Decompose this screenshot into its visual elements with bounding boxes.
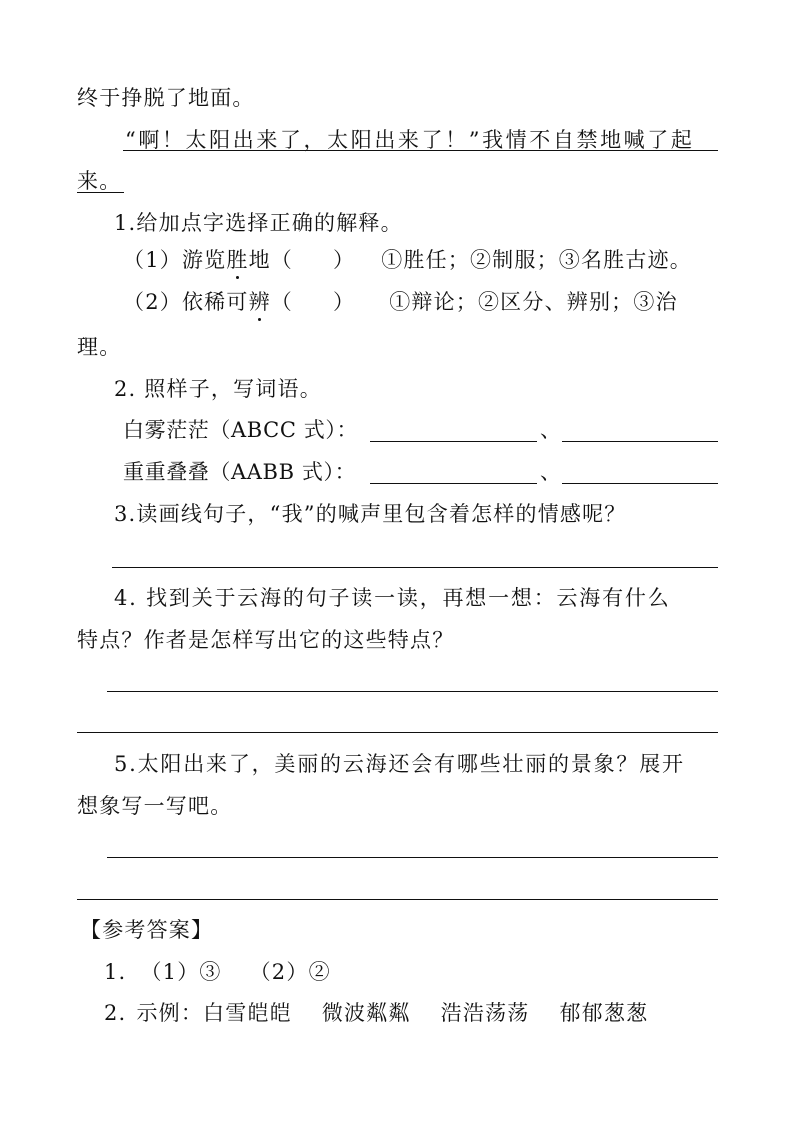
answer-part-2: （2）② bbox=[249, 960, 331, 984]
question-1-prompt: 1.给加点字选择正确的解释。 bbox=[114, 211, 403, 235]
word-prefix: 游览 bbox=[181, 248, 227, 272]
fill-blank-2b[interactable] bbox=[562, 483, 718, 484]
separator: 、 bbox=[540, 460, 563, 484]
choice-options: ①胜任；②制服；③名胜古迹。 bbox=[381, 248, 692, 272]
word-suffix: 地 bbox=[248, 248, 271, 272]
dotted-character: 辨 bbox=[248, 290, 271, 314]
answer-line-q4-1[interactable] bbox=[107, 691, 718, 692]
answer-part-1: （1）③ bbox=[140, 960, 222, 984]
answer-paren-close: ） bbox=[332, 248, 356, 272]
answer-line-q5-1[interactable] bbox=[107, 857, 718, 858]
question-3-prompt: 3.读画线句子，“我”的喊声里包含着怎样的情感呢？ bbox=[114, 502, 627, 526]
answers-heading: 【参考答案】 bbox=[80, 918, 214, 942]
sentence-underline-2 bbox=[77, 192, 124, 193]
underlined-sentence-part-2: 来。 bbox=[77, 169, 122, 193]
fill-blank-2a[interactable] bbox=[370, 483, 537, 484]
answer-number: 2. bbox=[104, 1001, 127, 1025]
fill-blank-1b[interactable] bbox=[562, 441, 718, 442]
sentence-underline-1 bbox=[123, 150, 718, 151]
answer-line-q4-2[interactable] bbox=[77, 732, 718, 733]
underlined-sentence-part-1: “啊！太阳出来了，太阳出来了！”我情不自禁地喊了起 bbox=[125, 128, 695, 152]
question-4-prompt-line-1: 4. 找到关于云海的句子读一读，再想一想：云海有什么 bbox=[114, 586, 671, 610]
separator: 、 bbox=[540, 418, 563, 442]
answer-label: 示例： bbox=[136, 1001, 204, 1025]
answer-paren-open: （ bbox=[270, 248, 293, 272]
choice-options: ①辩论；②区分、辨别；③治 bbox=[389, 290, 678, 314]
answer-1 bbox=[104, 958, 331, 986]
example-word: 微波粼粼 bbox=[321, 1001, 411, 1025]
example-word: 浩浩荡荡 bbox=[440, 1001, 530, 1025]
word-prefix: 依稀可 bbox=[181, 290, 249, 314]
question-5-prompt-line-1: 5.太阳出来了，美丽的云海还会有哪些壮丽的景象？展开 bbox=[114, 752, 685, 776]
example-word: 白雪皑皑 bbox=[203, 1001, 292, 1025]
question-5-prompt-line-2: 想象写一写吧。 bbox=[77, 794, 233, 818]
answer-line-q5-2[interactable] bbox=[77, 899, 718, 900]
answer-paren-close: ） bbox=[332, 290, 356, 314]
answer-paren-open: （ bbox=[270, 290, 293, 314]
dotted-character: 胜 bbox=[226, 248, 249, 272]
question-4-prompt-line-2: 特点？作者是怎样写出它的这些特点？ bbox=[77, 628, 455, 652]
question-1-item-2 bbox=[123, 288, 678, 316]
answer-line-q3[interactable] bbox=[112, 567, 718, 568]
question-2-row-2-example: 重重叠叠（AABB 式）： bbox=[123, 460, 357, 484]
question-1-item-2-continued: 理。 bbox=[77, 335, 122, 359]
item-label: （2） bbox=[123, 290, 182, 314]
passage-line-1: 终于挣脱了地面。 bbox=[77, 86, 255, 110]
item-label: （1） bbox=[123, 248, 182, 272]
answer-2 bbox=[104, 999, 648, 1027]
question-2-row-1-example: 白雾茫茫（ABCC 式）： bbox=[123, 418, 359, 442]
question-2-prompt: 2. 照样子，写词语。 bbox=[114, 377, 322, 401]
question-1-item-1 bbox=[123, 246, 692, 274]
fill-blank-1a[interactable] bbox=[370, 441, 537, 442]
example-word: 郁郁葱葱 bbox=[559, 1001, 649, 1025]
answer-number: 1. bbox=[104, 960, 127, 984]
